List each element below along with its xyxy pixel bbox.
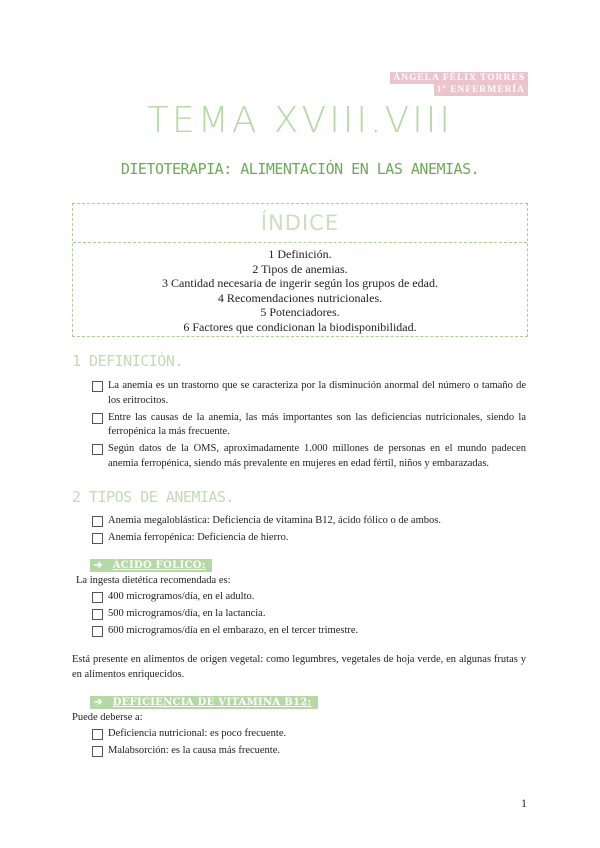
definicion-list: [90, 379, 526, 474]
page-title: TEMA XVIII.VIII: [147, 100, 453, 141]
list-item-text: Entre las causas de la anemia, las más importantes son las deficiencias nutricionales, siendo la ferropénica la más frecuente.: [108, 411, 526, 437]
list-item-text: La anemia es un trastorno que se caracteriza por la disminución anormal del número o tamaño de los eritrocitos.: [108, 380, 526, 406]
list-item-text: 500 microgramos/día, en la lactancia.: [108, 608, 266, 619]
checkbox-icon: [92, 592, 103, 603]
author-block: [390, 72, 528, 96]
vitamina-b12-highlight: [90, 696, 318, 709]
index-item: 1 Definición.: [268, 247, 332, 261]
checkbox-icon: [92, 609, 103, 620]
page-number: 1: [521, 796, 527, 810]
index-item: 2 Tipos de anemias.: [252, 261, 348, 276]
arrow-right-icon: ➔: [94, 560, 103, 571]
index-box: [72, 203, 528, 337]
checkbox-icon: [92, 444, 103, 455]
section-heading-definicion: 1 DEFINICIÓN.: [72, 352, 183, 370]
list-item: [90, 442, 526, 471]
index-item: 6 Factores que condicionan la biodisponibilidad.: [183, 319, 417, 334]
acido-folico-label: ÁCIDO FÓLICO:: [112, 560, 206, 571]
list-item: [90, 590, 526, 605]
acido-folico-intro: La ingesta dietética recomendada es:: [76, 575, 231, 586]
checkbox-icon: [92, 516, 103, 527]
list-item: [90, 607, 526, 622]
list-item-text: 600 microgramos/día en el embarazo, en el tercer trimestre.: [108, 625, 359, 636]
list-item-text: Malabsorción: es la causa más frecuente.: [108, 745, 281, 756]
checkbox-icon: [92, 746, 103, 757]
list-item: [90, 514, 526, 529]
checkbox-icon: [92, 381, 103, 392]
vitamina-b12-intro: Puede deberse a:: [72, 712, 143, 723]
index-list: [73, 243, 527, 334]
acido-folico-highlight: [90, 559, 212, 572]
acido-folico-note: Está presente en alimentos de origen vegetal: como legumbres, vegetales de hoja verde, en algunas frutas y en alimentos enriquecidos.: [72, 654, 526, 680]
checkbox-icon: [92, 533, 103, 544]
list-item: [90, 379, 526, 408]
checkbox-icon: [92, 626, 103, 637]
list-item: [90, 411, 526, 440]
list-item-text: Anemia megaloblástica: Deficiencia de vitamina B12, ácido fólico o de ambos.: [108, 515, 441, 526]
list-item-text: Anemia ferropénica: Deficiencia de hierro.: [108, 532, 289, 543]
index-item: 4 Recomendaciones nutricionales.: [217, 290, 383, 305]
section-heading-tipos: 2 TIPOS DE ANEMIAS.: [72, 488, 235, 506]
list-item: [90, 624, 526, 639]
list-item-text: Según datos de la OMS, aproximadamente 1.000 millones de personas en el mundo padecen anemia ferropénica, siendo más prevalente en mujeres en edad fértil, niños y embarazadas.: [108, 443, 526, 469]
list-item-text: 400 microgramos/día, en el adulto.: [108, 591, 255, 602]
vitamina-b12-label: DEFICIENCIA DE VITAMINA B12:: [112, 697, 312, 708]
acido-folico-list: [90, 590, 526, 641]
arrow-right-icon: ➔: [94, 697, 103, 708]
page-subtitle: DIETOTERAPIA: ALIMENTACIÓN EN LAS ANEMIAS.: [120, 160, 480, 178]
tipos-list: [90, 514, 526, 548]
vitamina-b12-list: [90, 727, 526, 761]
index-item: 3 Cantidad necesaria de ingerir según los grupos de edad.: [162, 276, 438, 290]
list-item: [90, 727, 526, 742]
index-item: 5 Potenciadores.: [260, 305, 340, 319]
author-course: 1º ENFERMERÍA: [434, 84, 528, 96]
list-item: [90, 744, 526, 759]
checkbox-icon: [92, 413, 103, 424]
checkbox-icon: [92, 729, 103, 740]
list-item-text: Deficiencia nutricional: es poco frecuente.: [108, 728, 287, 739]
index-heading: ÍNDICE: [73, 204, 527, 243]
list-item: [90, 531, 526, 546]
author-name: ÁNGELA FÉLIX TORRES: [390, 72, 528, 84]
